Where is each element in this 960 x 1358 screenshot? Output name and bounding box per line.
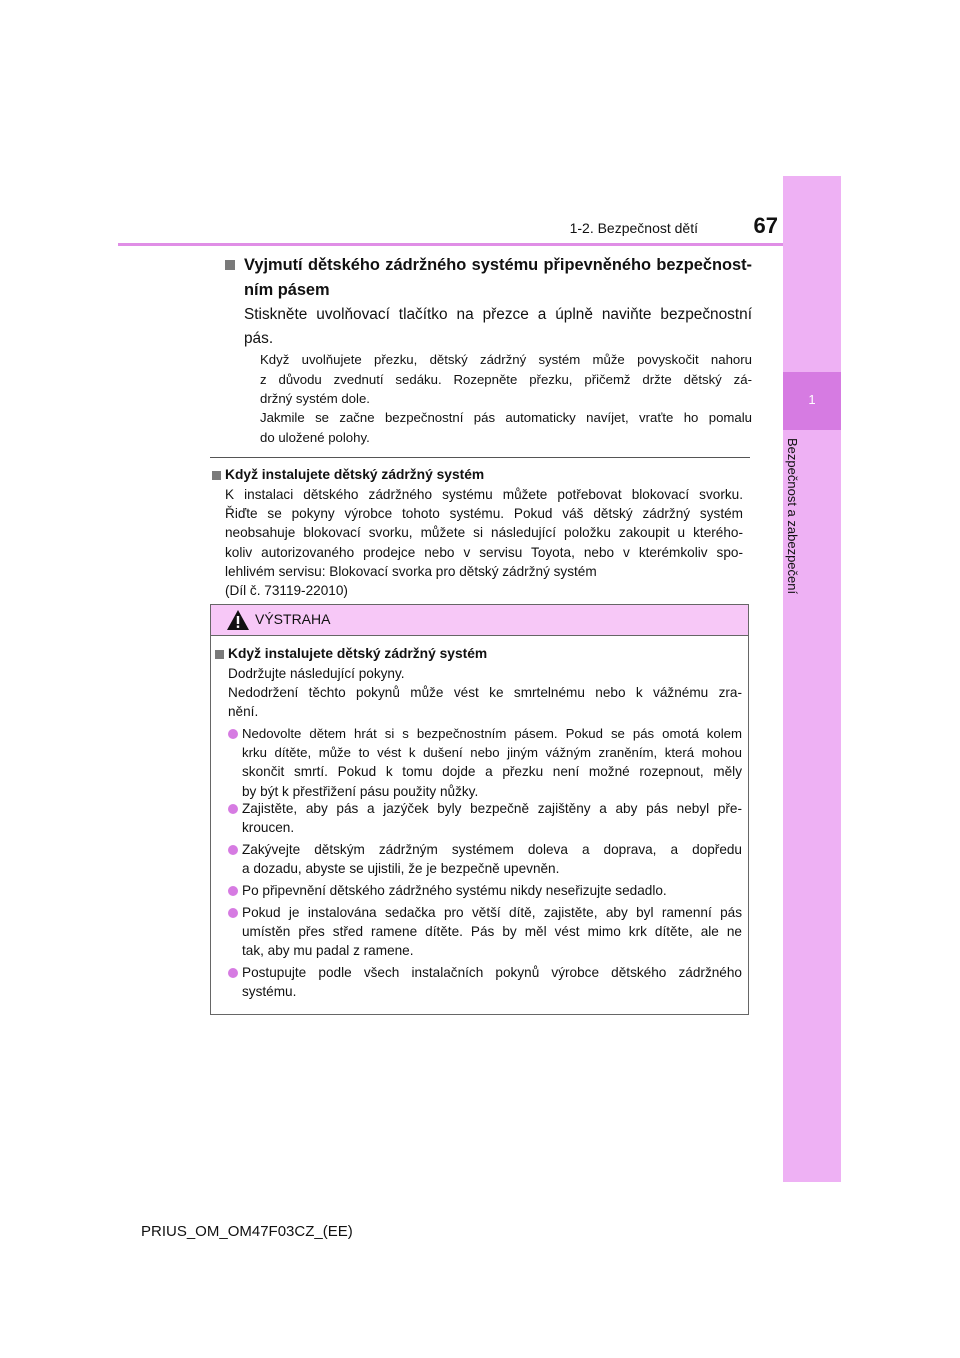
body-line: K instalaci dětského zádržného systému můžete potřebovat blokovací svorku. <box>225 487 743 502</box>
intro-line: Nedodržení těchto pokynů může vést ke smrtelnému nebo k vážnému zra- <box>228 685 742 700</box>
circle-bullet-icon <box>228 804 238 814</box>
note-line: držný systém dole. <box>260 391 370 406</box>
square-bullet-icon <box>212 471 221 480</box>
subsection-heading: Když instalujete dětský zádržný systém <box>225 467 485 482</box>
page-number: 67 <box>753 213 778 238</box>
circle-bullet-icon <box>228 729 238 739</box>
warning-bullet <box>242 799 742 837</box>
bullet-line: skončit smrtí. Pokud k tomu dojde a přezku není možné rozepnout, měly <box>242 764 742 780</box>
body-line: (Díl č. 73119-22010) <box>225 583 348 599</box>
section-divider <box>210 457 750 458</box>
warning-title: Když instalujete dětský zádržný systém <box>228 646 488 661</box>
chapter-number: 1 <box>808 392 816 407</box>
warning-triangle-icon <box>226 609 250 631</box>
warning-bullet <box>242 840 742 878</box>
heading-line: Vyjmutí dětského zádržného systému připevněného bezpečnost- <box>244 256 752 274</box>
bullet-line: kroucen. <box>242 820 295 836</box>
section-heading <box>244 253 752 303</box>
step-line: Stiskněte uvolňovací tlačítko na přezce a úplně naviňte bezpečnostní <box>244 306 752 323</box>
body-line: Řiďte se pokyny výrobce tohoto systému. Pokud váš dětský zádržný systém <box>225 506 743 522</box>
heading-line: ním pásem <box>244 281 330 299</box>
bullet-line: Postupujte podle všech instalačních pokynů výrobce dětského zádržného <box>242 965 742 980</box>
warning-bullet <box>242 881 742 900</box>
body-line: koliv autorizovaného prodejce nebo v servisu Toyota, nebo v kterémkoliv spo- <box>225 544 743 560</box>
chapter-title: Bezpečnost a zabezpečení <box>785 438 800 595</box>
warning-bullet <box>242 903 742 961</box>
document-code: PRIUS_OM_OM47F03CZ_(EE) <box>141 1223 353 1240</box>
step-text <box>244 303 752 351</box>
note-line: Jakmile se začne bezpečnostní pás automaticky navíjet, vraťte ho pomalu <box>260 410 752 425</box>
square-bullet-icon <box>215 650 224 659</box>
bullet-line: Zajistěte, aby pás a jazýček byly bezpečně zajištěny a aby pás nebyl pře- <box>242 801 742 816</box>
square-bullet-icon <box>225 260 235 270</box>
bullet-line: systému. <box>242 984 297 1000</box>
note-line: Když uvolňujete přezku, dětský zádržný systém může povyskočit nahoru <box>260 352 752 367</box>
bullet-line: tak, aby mu padal z ramene. <box>242 943 414 959</box>
warning-bullet <box>242 724 742 801</box>
bullet-line: a dozadu, abyste se ujistili, že je bezpečně upevněn. <box>242 861 560 877</box>
bullet-line: umístěn přes střed ramene dítěte. Pás by měl vést mimo krk dítěte, ale ne <box>242 924 742 940</box>
chapter-title-vertical <box>782 438 806 618</box>
bullet-line: Nedovolte dětem hrát si s bezpečnostním pásem. Pokud se pás omotá kolem <box>242 726 742 741</box>
bullet-line: krku dítěte, může to vést k dušení nebo jiným vážným zraněním, která mohou <box>242 745 742 761</box>
bullet-line: by být k přestřižení pásu použity nůžky. <box>242 783 479 799</box>
note-paragraph <box>260 408 752 447</box>
chapter-side-tab <box>783 176 841 1182</box>
intro-line: nění. <box>228 704 259 719</box>
note-line: z důvodu zvednutí sedáku. Rozepněte přezku, přičemž držte dětský zá- <box>260 371 752 387</box>
subsection-body <box>225 485 743 600</box>
body-line: neobsahuje blokovací svorku, můžete si následující položku zakoupit u kterého- <box>225 525 743 541</box>
body-line: lehlivém servisu: Blokovací svorka pro dětský zádržný systém <box>225 563 597 579</box>
note-line: do uložené polohy. <box>260 429 370 445</box>
circle-bullet-icon <box>228 968 238 978</box>
circle-bullet-icon <box>228 908 238 918</box>
warning-label: VÝSTRAHA <box>255 611 331 627</box>
section-title: 1-2. Bezpečnost dětí <box>569 220 698 236</box>
step-line: pás. <box>244 330 274 347</box>
note-paragraph <box>260 350 752 409</box>
circle-bullet-icon <box>228 886 238 896</box>
warning-intro <box>228 664 742 721</box>
warning-bullet <box>242 963 742 1001</box>
bullet-line: Pokud je instalována sedačka pro větší dítě, zajistěte, aby byl ramenní pás <box>242 905 742 920</box>
header-rule <box>118 243 783 246</box>
intro-line: Dodržujte následující pokyny. <box>228 666 405 681</box>
bullet-line: Po připevnění dětského zádržného systému nikdy neseřizujte sedadlo. <box>242 883 667 898</box>
circle-bullet-icon <box>228 845 238 855</box>
bullet-line: Zakývejte dětským zádržným systémem doleva a doprava, a dopředu <box>242 842 742 857</box>
